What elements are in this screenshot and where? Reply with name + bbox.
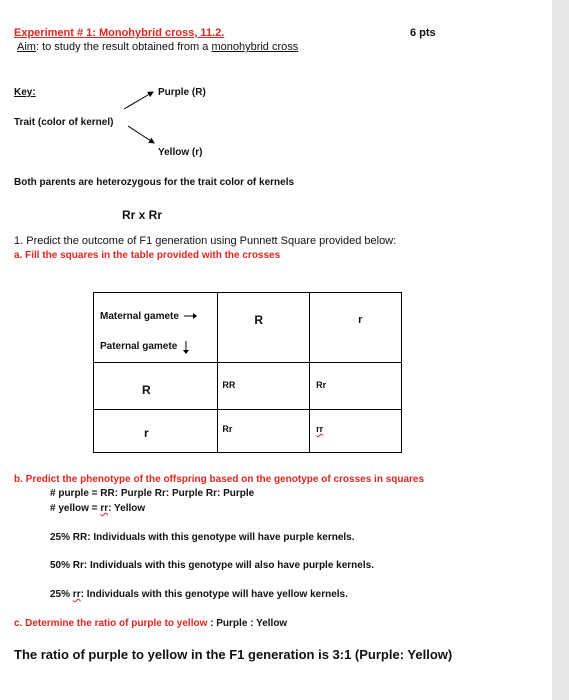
punnett-cell	[218, 363, 310, 410]
paternal-gamete-cell	[94, 363, 218, 410]
points-label: 6 pts	[410, 27, 436, 39]
question-1c-answer: : Purple : Yellow	[207, 618, 288, 629]
arrow-down-icon	[128, 126, 154, 143]
aim-link: monohybrid cross	[211, 41, 299, 53]
maternal-gamete-label: Maternal gamete	[100, 311, 198, 322]
key-arrows	[0, 0, 203, 160]
paternal-gamete-2: r	[144, 426, 149, 440]
aim-text: : to study the result obtained from a	[35, 41, 212, 53]
maternal-gamete-2: r	[358, 314, 363, 326]
punnett-cell-RR: RR	[222, 380, 236, 390]
parents-statement: Both parents are heterozygous for the trait color of kernels	[14, 177, 295, 188]
conclusion: The ratio of purple to yellow in the F1 generation is 3:1 (Purple: Yellow)	[14, 647, 453, 662]
paternal-gamete-1: R	[142, 383, 151, 397]
cross-notation: Rr x Rr	[122, 208, 163, 222]
punnett-cell-Rr: Rr	[316, 380, 327, 390]
arrow-down-icon	[182, 341, 190, 355]
scrollbar[interactable]	[552, 0, 569, 700]
punnett-cell	[310, 363, 402, 410]
maternal-gamete-cell	[218, 293, 310, 363]
phenotype-purple: # purple = RR: Purple Rr: Purple Rr: Purple	[50, 488, 255, 499]
key-trait: Trait (color of kernel)	[14, 117, 114, 128]
punnett-cell-rr: rr	[316, 424, 324, 434]
aim-label: Aim	[17, 41, 36, 53]
question-1c: c. Determine the ratio of purple to yellow	[14, 618, 208, 629]
key-label: Key:	[14, 87, 36, 98]
experiment-title-text: Experiment # 1: Monohybrid cross, 11.2.	[14, 27, 225, 39]
question-1: 1. Predict the outcome of F1 generation using Punnett Square provided below:	[14, 235, 397, 247]
maternal-gamete-1: R	[254, 313, 264, 327]
punnett-cell	[310, 410, 402, 453]
result-recessive-genotype: rr	[72, 589, 81, 600]
result-rr-dominant: 25% RR: Individuals with this genotype will have purple kernels.	[50, 532, 355, 543]
question-1a: a. Fill the squares in the table provided with the crosses	[14, 250, 281, 261]
maternal-gamete-cell	[310, 293, 402, 363]
punnett-cell	[218, 410, 310, 453]
phenotype-yellow-genotype: rr	[100, 503, 109, 514]
paternal-gamete-label: Paternal gamete	[100, 341, 190, 355]
question-1c-line	[14, 618, 287, 629]
arrow-right-icon	[184, 312, 198, 320]
punnett-cell-Rr-2: Rr	[222, 424, 233, 434]
question-1b: b. Predict the phenotype of the offspring based on the genotype of crosses in squares	[14, 474, 425, 485]
key-dominant: Purple (R)	[158, 87, 206, 98]
key-recessive: Yellow (r)	[158, 147, 203, 158]
result-rr-hetero: 50% Rr: Individuals with this genotype will also have purple kernels.	[50, 560, 374, 571]
arrow-up-icon	[124, 92, 153, 109]
phenotype-yellow: # yellow = rr: Yellow	[50, 503, 146, 514]
punnett-header-cell	[94, 293, 218, 363]
result-rr-recessive: 25% rr: Individuals with this genotype will have yellow kernels.	[50, 589, 348, 600]
paternal-gamete-cell	[94, 410, 218, 453]
punnett-square	[93, 292, 402, 453]
